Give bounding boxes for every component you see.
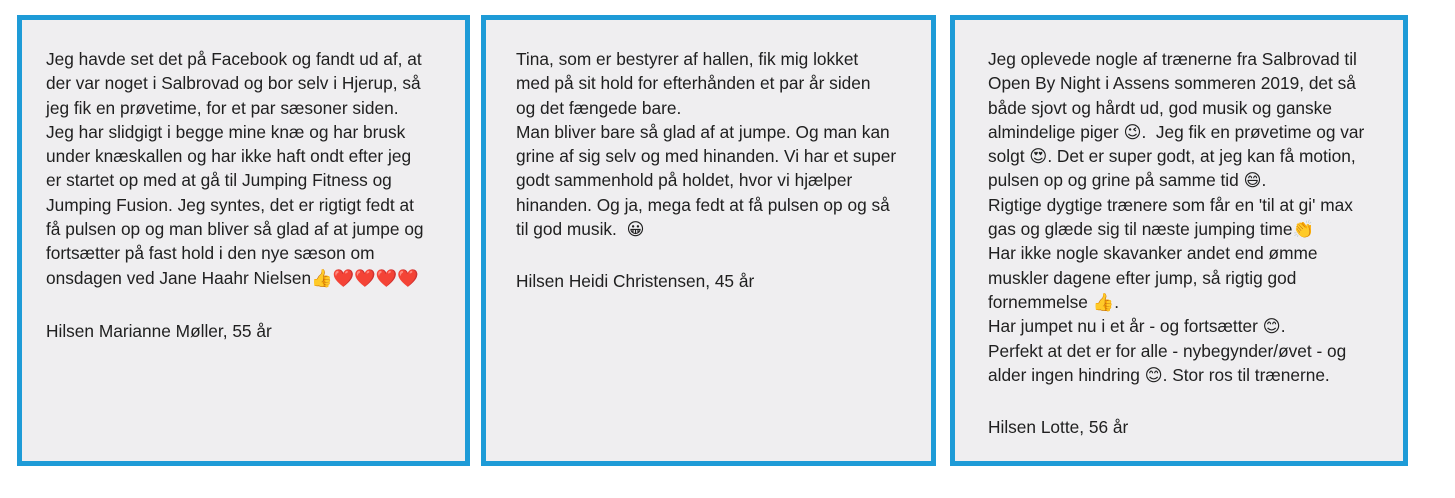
testimonial-card-marianne (17, 15, 470, 466)
testimonial-signature: Hilsen Marianne Møller, 55 år (46, 321, 272, 341)
testimonial-text: Jeg oplevede nogle af trænerne fra Salbrovad til Open By Night i Assens sommeren 2019, det så både sjovt og hårdt ud, god musik og ganske almindelige piger 😉. Jeg fik en prøvetime og var solgt 😍. Det er super godt, at jeg kan få motion, pulsen op og grine på samme tid 😄. Rigtige dygtige trænere som får en 'til at gi' max gas og glæde sig til næste jumping time👏 Har ikke nogle skavanker andet end ømme muskler dagene efter jump, så rigtig god fornemmelse 👍. Har jumpet nu i et år - og fortsætter 😊. Perfekt at det er for alle - nybegynder/øvet - og alder ingen hindring 😊. Stor ros til trænerne. (988, 49, 1365, 385)
testimonial-card-heidi (481, 15, 936, 466)
testimonial-text: Tina, som er bestyrer af hallen, fik mig lokket med på sit hold for efterhånden et par år siden og det fængede bare. Man bliver bare så glad af at jumpe. Og man kan grine af sig selv og med hinanden. Vi har et super godt sammenhold på holdet, hvor vi hjælper hinanden. Og ja, mega fedt at få pulsen op og så til god musik. 😀 (516, 49, 897, 240)
testimonial-signature: Hilsen Heidi Christensen, 45 år (516, 271, 755, 291)
testimonial-signature: Hilsen Lotte, 56 år (988, 417, 1129, 437)
testimonial-text: Jeg havde set det på Facebook og fandt ud af, at der var noget i Salbrovad og bor selv i Hjerup, så jeg fik en prøvetime, for et par sæsoner siden. Jeg har slidgigt i begge mine knæ og har brusk under knæskallen og har ikke haft ondt efter jeg er startet op med at gå til Jumping Fitness og Jumping Fusion. Jeg syntes, det er rigtigt fedt at få pulsen op og man bliver så glad af at jumpe og fortsætter på fast hold i den nye sæson om onsdagen ved Jane Haahr Nielsen👍❤️❤️❤️❤️ (46, 49, 424, 288)
testimonial-card-lotte (950, 15, 1408, 466)
